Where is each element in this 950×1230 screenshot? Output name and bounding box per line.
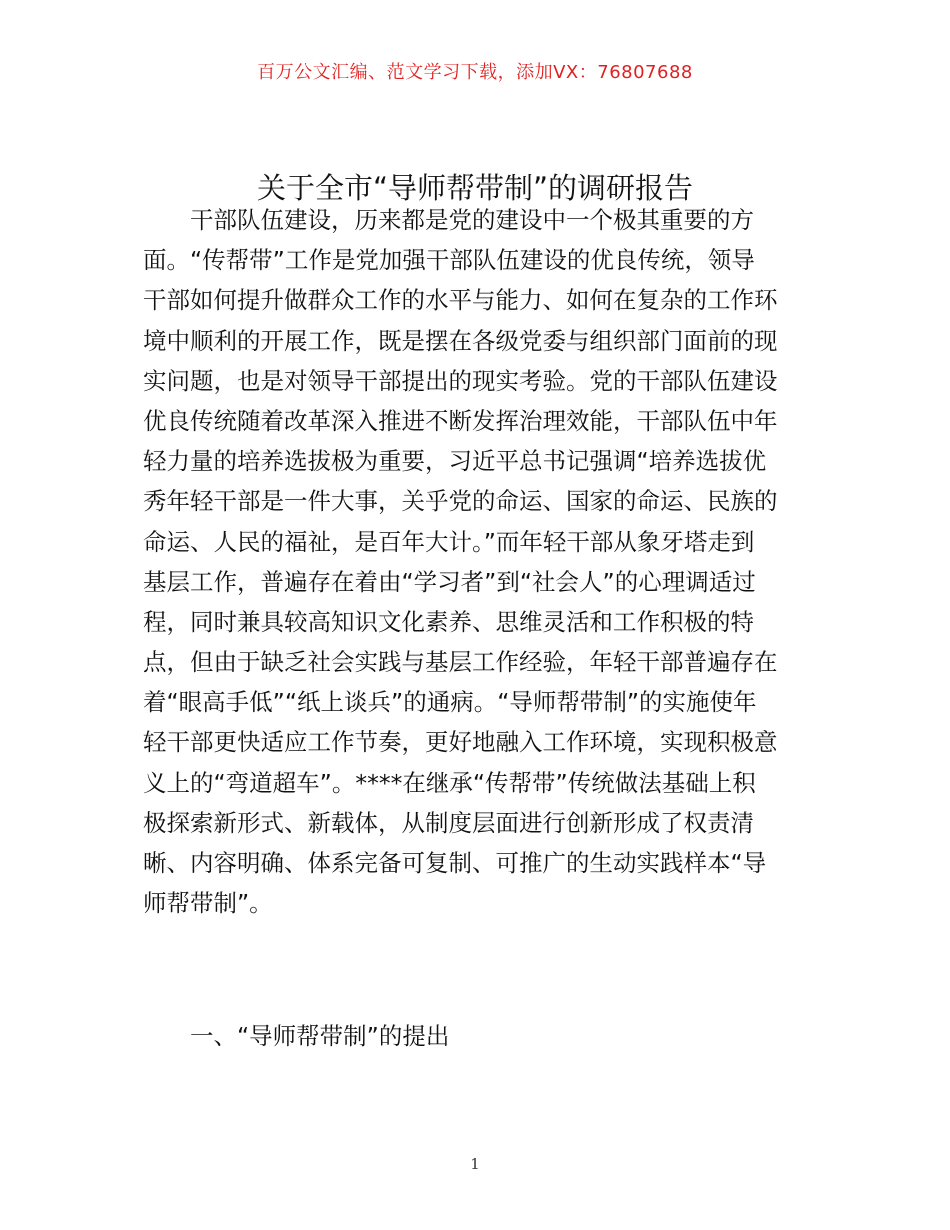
watermark-banner: 百万公文汇编、范文学习下载，添加VX：76807688 xyxy=(257,62,693,83)
document-title: 关于全市“导师帮带制”的调研报告 xyxy=(256,171,694,205)
paragraph-line: 着“眼高手低”“纸上谈兵”的通病。“导师帮带制”的实施使年 xyxy=(143,688,757,717)
section-heading: 一、“导师帮带制”的提出 xyxy=(190,1022,450,1050)
paragraph-line: 干部队伍建设，历来都是党的建设中一个极其重要的方 xyxy=(190,206,754,234)
paragraph-line: 义上的“弯道超车”。****在继承“传帮带”传统做法基础上积 xyxy=(143,768,756,797)
paragraph-line: 极探索新形式、新载体，从制度层面进行创新形成了权责清 xyxy=(143,808,754,837)
paragraph-line: 面。“传帮带”工作是党加强干部队伍建设的优良传统，领导 xyxy=(143,246,755,275)
body-paragraph xyxy=(143,200,815,923)
paragraph-line: 点，但由于缺乏社会实践与基层工作经验，年轻干部普遍存在 xyxy=(143,648,778,677)
paragraph-line: 轻力量的培养选拔极为重要，习近平总书记强调“培养选拔优 xyxy=(143,447,767,476)
page-number: 1 xyxy=(470,1155,480,1173)
paragraph-line: 境中顺利的开展工作，既是摆在各级党委与组织部门面前的现 xyxy=(143,326,778,355)
paragraph-line: 轻干部更快适应工作节奏，更好地融入工作环境，实现积极意 xyxy=(143,728,778,757)
paragraph-line: 师帮带制”。 xyxy=(143,889,273,918)
paragraph-line: 优良传统随着改革深入推进不断发挥治理效能，干部队伍中年 xyxy=(143,406,778,435)
paragraph-line: 实问题，也是对领导干部提出的现实考验。党的干部队伍建设 xyxy=(143,366,778,395)
paragraph-line: 程，同时兼具较高知识文化素养、思维灵活和工作积极的特 xyxy=(143,607,754,636)
paragraph-line: 干部如何提升做群众工作的水平与能力、如何在复杂的工作环 xyxy=(143,286,778,315)
paragraph-line: 秀年轻干部是一件大事，关乎党的命运、国家的命运、民族的 xyxy=(143,487,778,516)
paragraph-line: 命运、人民的福祉，是百年大计。”而年轻干部从象牙塔走到 xyxy=(143,527,755,556)
paragraph-line: 基层工作，普遍存在着由“学习者”到“社会人”的心理调适过 xyxy=(143,567,756,596)
paragraph-line: 晰、内容明确、体系完备可复制、可推广的生动实践样本“导 xyxy=(143,849,767,877)
